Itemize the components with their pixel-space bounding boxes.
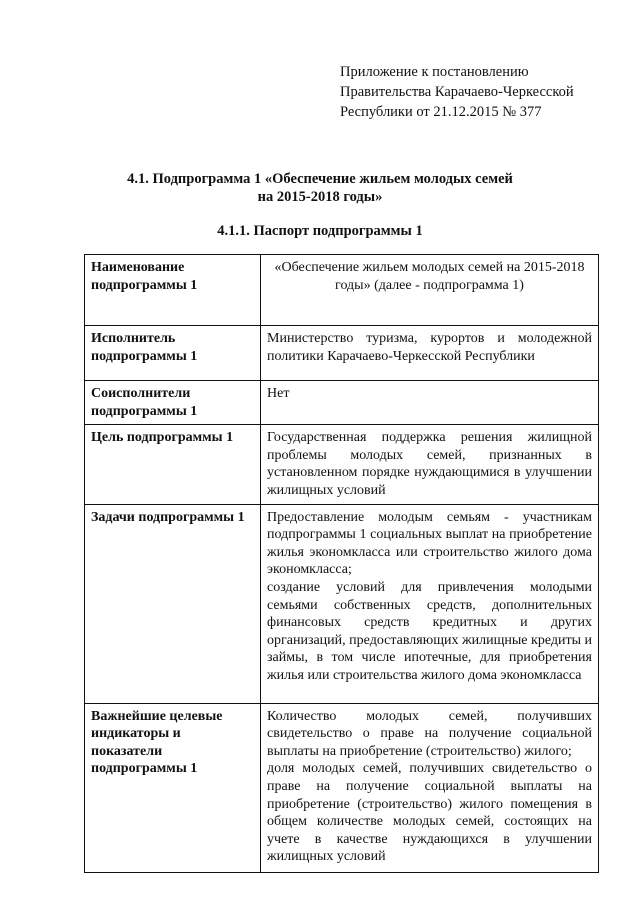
- table-row: [85, 425, 599, 504]
- row-label: Цель подпрограммы 1: [85, 425, 261, 504]
- heading-line: на 2015-2018 годы»: [257, 189, 383, 205]
- value-paragraph: Количество молодых семей, получивших свидетельство о праве на получение социальной выплаты на приобретение (строительство) жилого;: [267, 708, 592, 759]
- row-value: Нет: [261, 381, 599, 425]
- row-value: «Обеспечение жильем молодых семей на 2015-2018 годы» (далее - подпрограмма 1): [261, 255, 599, 326]
- appendix-line: Республики от 21.12.2015 № 377: [340, 104, 542, 120]
- appendix-line: Правительства Карачаево-Черкесской: [340, 84, 574, 100]
- passport-title: 4.1.1. Паспорт подпрограммы 1: [217, 223, 423, 239]
- table-row: [85, 703, 599, 872]
- table-row: [85, 381, 599, 425]
- section-heading: [0, 170, 640, 206]
- row-label: Задачи подпрограммы 1: [85, 504, 261, 703]
- row-value: Государственная поддержка решения жилищной проблемы молодых семей, признанных в установленном порядке нуждающимися в улучшении жилищных условий: [261, 425, 599, 504]
- passport-table: [84, 254, 599, 873]
- table-row: [85, 326, 599, 381]
- row-label: Соисполнители подпрограммы 1: [85, 381, 261, 425]
- table-row: [85, 504, 599, 703]
- row-label: Наименование подпрограммы 1: [85, 255, 261, 326]
- table-row: [85, 255, 599, 326]
- appendix-note: [340, 62, 574, 122]
- row-label: Важнейшие целевые индикаторы и показатели подпрограммы 1: [85, 703, 261, 872]
- heading-line: 4.1. Подпрограмма 1 «Обеспечение жильем молодых семей: [127, 171, 513, 187]
- row-value: [261, 703, 599, 872]
- value-paragraph: доля молодых семей, получивших свидетельство о праве на получение социальной выплаты на приобретение (строительство) жилого помещения в общем количестве молодых семей, состоящих на учете в качестве нуждающихся в улучшении жилищных условий: [267, 761, 592, 865]
- row-value: [261, 504, 599, 703]
- appendix-line: Приложение к постановлению: [340, 64, 529, 80]
- value-paragraph: Предоставление молодым семьям - участникам подпрограммы 1 социальных выплат на приобретение жилья экономкласса или строительство жилого дома экономкласса;: [267, 509, 592, 578]
- row-value: Министерство туризма, курортов и молодежной политики Карачаево-Черкесской Республики: [261, 326, 599, 381]
- value-paragraph: создание условий для привлечения молодыми семьями собственных средств, дополнительных финансовых средств кредитных и других организаций, предоставляющих жилищные кредиты и займы, в том числе ипотечные, для приобретения жилья или строительства жилого дома экономкласса: [267, 579, 592, 683]
- row-label: Исполнитель подпрограммы 1: [85, 326, 261, 381]
